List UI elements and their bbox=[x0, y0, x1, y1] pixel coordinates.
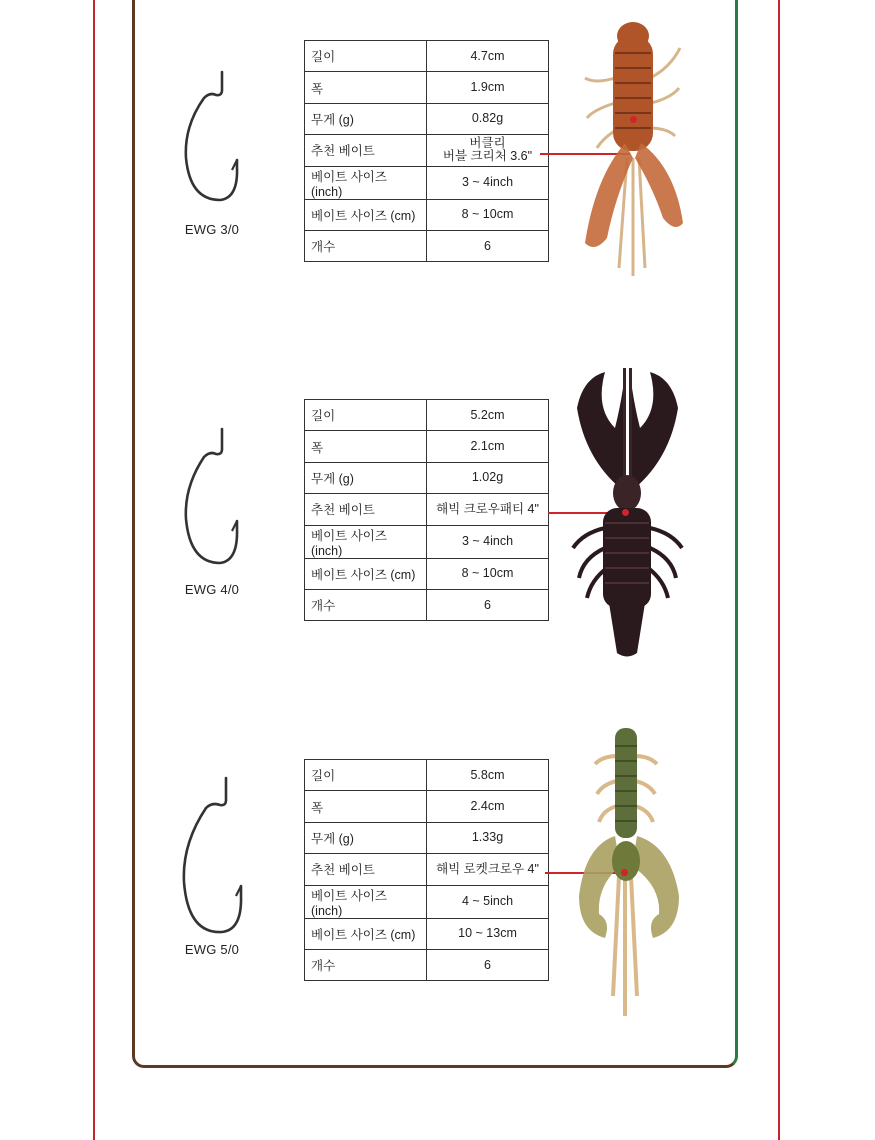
spec-value: 6 bbox=[427, 230, 549, 261]
table-row bbox=[305, 854, 549, 885]
spec-value-line2: 버블 크리처 3.6" bbox=[442, 149, 533, 164]
spec-value: 2.1cm bbox=[427, 431, 549, 462]
table-row bbox=[305, 199, 549, 230]
spec-value: 8 ~ 10cm bbox=[427, 558, 549, 589]
table-row bbox=[305, 103, 549, 134]
table-row bbox=[305, 949, 549, 980]
spec-value: 5.8cm bbox=[427, 760, 549, 791]
spec-value: 0.82g bbox=[427, 103, 549, 134]
hook-icon bbox=[180, 425, 250, 570]
crayfish-bait-image bbox=[575, 18, 690, 280]
hook-label: EWG 4/0 bbox=[184, 582, 240, 597]
table-row bbox=[305, 462, 549, 493]
hook-label: EWG 3/0 bbox=[184, 222, 240, 237]
spec-value: 2.4cm bbox=[427, 791, 549, 822]
spec-key: 추천 베이트 bbox=[305, 854, 427, 885]
table-row bbox=[305, 166, 549, 199]
table-row bbox=[305, 760, 549, 791]
spec-key: 길이 bbox=[305, 41, 427, 72]
spec-key: 추천 베이트 bbox=[305, 494, 427, 525]
spec-key: 베이트 사이즈 (inch) bbox=[305, 166, 427, 199]
table-row bbox=[305, 885, 549, 918]
table-row bbox=[305, 822, 549, 853]
spec-value: 5.2cm bbox=[427, 400, 549, 431]
spec-key: 베이트 사이즈 (inch) bbox=[305, 885, 427, 918]
spec-value: 10 ~ 13cm bbox=[427, 918, 549, 949]
spec-key: 무게 (g) bbox=[305, 822, 427, 853]
spec-key: 베이트 사이즈 (cm) bbox=[305, 918, 427, 949]
spec-value: 6 bbox=[427, 949, 549, 980]
spec-value bbox=[427, 135, 549, 166]
table-row bbox=[305, 525, 549, 558]
bait-marker-dot bbox=[622, 509, 629, 516]
bait-marker-dot bbox=[630, 116, 637, 123]
spec-key: 베이트 사이즈 (inch) bbox=[305, 525, 427, 558]
spec-value: 3 ~ 4inch bbox=[427, 166, 549, 199]
spec-value: 해빅 크로우패티 4" bbox=[427, 494, 549, 525]
table-row bbox=[305, 41, 549, 72]
table-row bbox=[305, 72, 549, 103]
table-row bbox=[305, 589, 549, 620]
spec-key: 베이트 사이즈 (cm) bbox=[305, 558, 427, 589]
table-row bbox=[305, 791, 549, 822]
table-row bbox=[305, 558, 549, 589]
spec-key: 베이트 사이즈 (cm) bbox=[305, 199, 427, 230]
left-border-line bbox=[93, 0, 95, 1140]
spec-key: 폭 bbox=[305, 431, 427, 462]
spec-key: 개수 bbox=[305, 589, 427, 620]
spec-value-line1: 버클리 bbox=[469, 136, 506, 151]
table-row bbox=[305, 431, 549, 462]
spec-value: 8 ~ 10cm bbox=[427, 199, 549, 230]
spec-value: 1.33g bbox=[427, 822, 549, 853]
spec-value: 해빅 로켓크로우 4" bbox=[427, 854, 549, 885]
spec-key: 무게 (g) bbox=[305, 462, 427, 493]
spec-table bbox=[304, 759, 549, 981]
hook-icon bbox=[180, 68, 250, 208]
spec-value: 4.7cm bbox=[427, 41, 549, 72]
table-row bbox=[305, 400, 549, 431]
hook-icon bbox=[178, 774, 253, 939]
spec-value: 6 bbox=[427, 589, 549, 620]
bait-marker-dot bbox=[621, 869, 628, 876]
spec-key: 길이 bbox=[305, 760, 427, 791]
spec-key: 추천 베이트 bbox=[305, 135, 427, 166]
spec-key: 길이 bbox=[305, 400, 427, 431]
spec-value: 4 ~ 5inch bbox=[427, 885, 549, 918]
right-border-line bbox=[778, 0, 780, 1140]
spec-key: 폭 bbox=[305, 72, 427, 103]
spec-key: 개수 bbox=[305, 230, 427, 261]
spec-value: 1.02g bbox=[427, 462, 549, 493]
hook-label: EWG 5/0 bbox=[184, 942, 240, 957]
spec-value: 1.9cm bbox=[427, 72, 549, 103]
spec-key: 무게 (g) bbox=[305, 103, 427, 134]
table-row bbox=[305, 135, 549, 166]
table-row bbox=[305, 494, 549, 525]
spec-value: 3 ~ 4inch bbox=[427, 525, 549, 558]
spec-table bbox=[304, 399, 549, 621]
spec-key: 폭 bbox=[305, 791, 427, 822]
spec-key: 개수 bbox=[305, 949, 427, 980]
spec-table bbox=[304, 40, 549, 262]
table-row bbox=[305, 918, 549, 949]
table-row bbox=[305, 230, 549, 261]
